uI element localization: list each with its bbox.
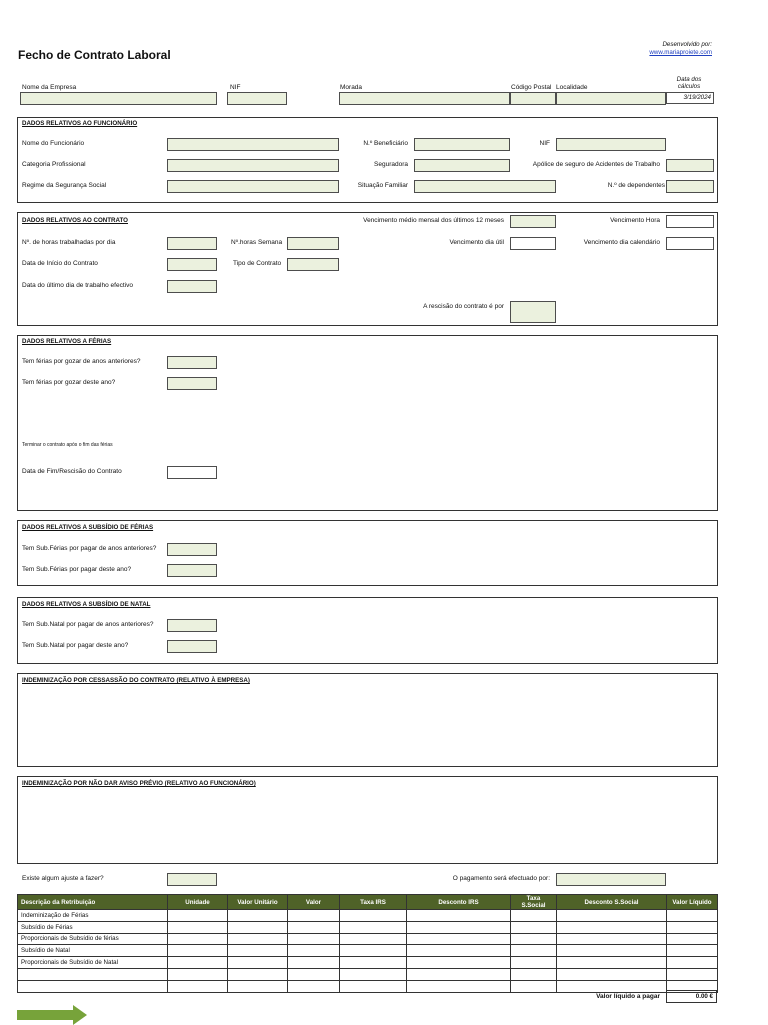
locality-field[interactable] bbox=[556, 92, 666, 105]
contract-type-field[interactable] bbox=[287, 258, 339, 271]
table-cell[interactable] bbox=[340, 933, 407, 945]
christmas-subsidy-prev-label: Tem Sub.Natal por pagar de anos anteriores? bbox=[22, 621, 154, 628]
table-cell[interactable] bbox=[228, 921, 288, 933]
beneficiary-label: N.º Beneficiário bbox=[363, 140, 408, 147]
table-cell[interactable] bbox=[407, 933, 511, 945]
table-row bbox=[18, 910, 718, 922]
christmas-subsidy-heading: DADOS RELATIVOS A SUBSÍDIO DE NATAL bbox=[22, 601, 151, 608]
table-cell[interactable] bbox=[511, 921, 557, 933]
payment-method-field[interactable] bbox=[556, 873, 666, 886]
col-ss-discount: Desconto S.Social bbox=[557, 895, 667, 910]
policy-field[interactable] bbox=[666, 159, 714, 172]
insurer-field[interactable] bbox=[414, 159, 510, 172]
holiday-subsidy-this-year-field[interactable] bbox=[167, 564, 217, 577]
policy-label: Apólice de seguro de Acidentes de Trabalho bbox=[532, 161, 660, 168]
table-cell[interactable] bbox=[228, 945, 288, 957]
table-cell[interactable] bbox=[340, 968, 407, 980]
table-cell[interactable] bbox=[511, 968, 557, 980]
company-nif-label: NIF bbox=[230, 84, 241, 91]
avg-salary-field[interactable] bbox=[510, 215, 556, 228]
business-day-wage-field[interactable] bbox=[510, 237, 556, 250]
table-cell[interactable] bbox=[228, 910, 288, 922]
holidays-this-year-field[interactable] bbox=[167, 377, 217, 390]
locality-label: Localidade bbox=[556, 84, 588, 91]
hours-per-week-field[interactable] bbox=[287, 237, 339, 250]
col-description: Descrição da Retribuição bbox=[18, 895, 168, 910]
holiday-subsidy-prev-label: Tem Sub.Férias por pagar de anos anteriores? bbox=[22, 545, 157, 552]
holidays-heading: DADOS RELATIVOS A FÉRIAS bbox=[22, 338, 112, 345]
table-header-row bbox=[18, 895, 718, 910]
employee-section bbox=[17, 117, 718, 203]
table-cell[interactable] bbox=[228, 968, 288, 980]
employee-heading: DADOS RELATIVOS AO FUNCIONÁRIO bbox=[22, 120, 138, 127]
holiday-subsidy-heading: DADOS RELATIVOS A SUBSÍDIO DE FÉRIAS bbox=[22, 524, 154, 531]
contract-section bbox=[17, 212, 718, 326]
hours-per-week-label: Nº.horas Semana bbox=[231, 239, 283, 246]
contract-start-field[interactable] bbox=[167, 258, 217, 271]
contract-start-label: Data de Início do Contrato bbox=[22, 260, 98, 267]
table-cell[interactable] bbox=[168, 945, 228, 957]
col-value: Valor bbox=[288, 895, 340, 910]
company-compensation-section bbox=[17, 673, 718, 767]
table-cell[interactable] bbox=[168, 980, 228, 992]
developed-by-label: Desenvolvido por: bbox=[662, 41, 712, 48]
table-cell[interactable] bbox=[288, 968, 340, 980]
table-cell[interactable] bbox=[228, 933, 288, 945]
table-cell[interactable] bbox=[340, 945, 407, 957]
end-after-holidays-label: Terminar o contrato após o fim das férias bbox=[22, 442, 113, 448]
employee-nif-field[interactable] bbox=[556, 138, 666, 151]
table-cell[interactable] bbox=[557, 910, 667, 922]
company-address-label: Morada bbox=[340, 84, 363, 91]
category-label: Categoria Profissional bbox=[22, 161, 86, 168]
col-irs-rate: Taxa IRS bbox=[340, 895, 407, 910]
table-cell[interactable] bbox=[511, 910, 557, 922]
table-row bbox=[18, 945, 718, 957]
row-description: Proporcionais de Subsídio de férias bbox=[18, 933, 168, 945]
company-address-field[interactable] bbox=[339, 92, 510, 105]
row-description bbox=[18, 968, 168, 980]
table-cell[interactable] bbox=[407, 957, 511, 969]
adjustment-field[interactable] bbox=[167, 873, 217, 886]
calc-date-value: 3/19/2024 bbox=[666, 92, 714, 104]
holidays-this-year-label: Tem férias por gozar deste ano? bbox=[22, 379, 116, 386]
contract-end-date-field[interactable] bbox=[167, 466, 217, 479]
table-cell[interactable] bbox=[340, 957, 407, 969]
table-cell[interactable] bbox=[667, 968, 718, 980]
table-cell[interactable] bbox=[168, 933, 228, 945]
family-situation-label: Situação Familiar bbox=[357, 182, 408, 189]
contract-type-label: Tipo de Contrato bbox=[233, 260, 282, 267]
row-description: Indeminização de Férias bbox=[18, 910, 168, 922]
table-cell[interactable] bbox=[557, 921, 667, 933]
table-cell[interactable] bbox=[407, 945, 511, 957]
table-row bbox=[18, 968, 718, 980]
table-cell[interactable] bbox=[511, 980, 557, 992]
table-cell[interactable] bbox=[557, 980, 667, 992]
avg-salary-label: Vencimento médio mensal dos últimos 12 meses bbox=[363, 217, 504, 224]
table-cell[interactable] bbox=[557, 968, 667, 980]
total-value: 0.00 € bbox=[666, 990, 717, 1003]
col-irs-discount: Desconto IRS bbox=[407, 895, 511, 910]
col-unit-value: Valor Unitário bbox=[228, 895, 288, 910]
hours-per-day-label: Nº. de horas trabalhadas por dia bbox=[22, 239, 116, 246]
postal-code-label: Código Postal bbox=[511, 84, 552, 91]
christmas-subsidy-this-year-label: Tem Sub.Natal por pagar deste ano? bbox=[22, 642, 129, 649]
regime-label: Regime da Segurança Social bbox=[22, 182, 107, 189]
table-row bbox=[18, 957, 718, 969]
holidays-prev-years-label: Tem férias por gozar de anos anteriores? bbox=[22, 358, 141, 365]
table-cell[interactable] bbox=[407, 921, 511, 933]
table-cell[interactable] bbox=[340, 980, 407, 992]
table-row bbox=[18, 921, 718, 933]
row-description bbox=[18, 980, 168, 992]
table-cell[interactable] bbox=[288, 910, 340, 922]
table-cell[interactable] bbox=[557, 933, 667, 945]
holidays-prev-years-field[interactable] bbox=[167, 356, 217, 369]
table-cell[interactable] bbox=[407, 910, 511, 922]
hours-per-day-field[interactable] bbox=[167, 237, 217, 250]
table-cell[interactable] bbox=[667, 910, 718, 922]
table-cell[interactable] bbox=[288, 945, 340, 957]
table-cell[interactable] bbox=[168, 968, 228, 980]
employee-name-label: Nome do Funcionário bbox=[22, 140, 85, 147]
calendar-day-wage-field[interactable] bbox=[666, 237, 714, 250]
last-day-field[interactable] bbox=[167, 280, 217, 293]
table-cell[interactable] bbox=[667, 933, 718, 945]
table-cell[interactable] bbox=[511, 933, 557, 945]
table-cell[interactable] bbox=[288, 921, 340, 933]
table-cell[interactable] bbox=[168, 910, 228, 922]
contract-end-date-label: Data de Fim/Rescisão do Contrato bbox=[22, 468, 122, 475]
termination-by-label: A rescisão do contrato é por bbox=[423, 303, 504, 310]
total-label: Valor líquido a pagar bbox=[596, 993, 660, 1000]
row-description: Proporcionais de Subsídio de Natal bbox=[18, 957, 168, 969]
col-unit: Unidade bbox=[168, 895, 228, 910]
row-description: Subsídio de Férias bbox=[18, 921, 168, 933]
table-cell[interactable] bbox=[557, 957, 667, 969]
table-cell[interactable] bbox=[288, 933, 340, 945]
adjustment-label: Existe algum ajuste a fazer? bbox=[22, 875, 104, 882]
payment-table bbox=[17, 894, 718, 993]
insurer-label: Seguradora bbox=[374, 161, 408, 168]
dependents-label: N.º de dependentes bbox=[607, 182, 665, 189]
table-cell[interactable] bbox=[667, 945, 718, 957]
company-name-label: Nome da Empresa bbox=[22, 84, 77, 91]
table-cell[interactable] bbox=[667, 957, 718, 969]
website-link[interactable]: www.mariaproiete.com bbox=[649, 49, 712, 56]
table-cell[interactable] bbox=[511, 945, 557, 957]
family-situation-field[interactable] bbox=[414, 180, 556, 193]
christmas-subsidy-prev-field[interactable] bbox=[167, 619, 217, 632]
table-cell[interactable] bbox=[228, 980, 288, 992]
company-compensation-heading: INDEMINIZAÇÃO POR CESSASSÃO DO CONTRATO (RELATIVO À EMPRESA) bbox=[22, 677, 250, 684]
table-cell[interactable] bbox=[511, 957, 557, 969]
company-nif-field[interactable] bbox=[227, 92, 287, 105]
company-name-field[interactable] bbox=[20, 92, 217, 105]
table-cell[interactable] bbox=[168, 921, 228, 933]
postal-code-field[interactable] bbox=[510, 92, 556, 105]
table-cell[interactable] bbox=[228, 957, 288, 969]
table-cell[interactable] bbox=[340, 921, 407, 933]
contract-heading: DADOS RELATIVOS AO CONTRATO bbox=[22, 217, 128, 224]
table-cell[interactable] bbox=[557, 945, 667, 957]
table-cell[interactable] bbox=[667, 921, 718, 933]
dependents-field[interactable] bbox=[666, 180, 714, 193]
table-cell[interactable] bbox=[288, 957, 340, 969]
row-description: Subsídio de Natal bbox=[18, 945, 168, 957]
payment-method-label: O pagamento será efectuado por: bbox=[452, 875, 550, 882]
table-row bbox=[18, 933, 718, 945]
table-cell[interactable] bbox=[168, 957, 228, 969]
table-cell[interactable] bbox=[407, 968, 511, 980]
termination-by-field[interactable] bbox=[510, 301, 556, 323]
employee-compensation-section bbox=[17, 776, 718, 864]
table-cell[interactable] bbox=[288, 980, 340, 992]
table-cell[interactable] bbox=[407, 980, 511, 992]
col-ss-rate: Taxa S.Social bbox=[511, 895, 557, 910]
christmas-subsidy-this-year-field[interactable] bbox=[167, 640, 217, 653]
col-net-value: Valor Líquido bbox=[667, 895, 718, 910]
employee-compensation-heading: INDEMINIZAÇÃO POR NÃO DAR AVISO PRÉVIO (RELATIVO AO FUNCIONÁRIO) bbox=[22, 780, 256, 787]
employee-nif-label: NIF bbox=[539, 140, 550, 147]
beneficiary-field[interactable] bbox=[414, 138, 510, 151]
holiday-subsidy-this-year-label: Tem Sub.Férias por pagar deste ano? bbox=[22, 566, 132, 573]
hourly-wage-field[interactable] bbox=[666, 215, 714, 228]
hourly-wage-label: Vencimento Hora bbox=[610, 217, 660, 224]
business-day-wage-label: Vencimento dia útil bbox=[449, 239, 504, 246]
next-arrow-icon[interactable] bbox=[17, 1005, 87, 1025]
calendar-day-wage-label: Vencimento dia calendário bbox=[583, 239, 660, 246]
calc-date-label-2: cálculos bbox=[677, 83, 701, 90]
page-title: Fecho de Contrato Laboral bbox=[18, 48, 171, 62]
last-day-label: Data do último dia de trabalho efectivo bbox=[22, 282, 133, 289]
calc-date-label-1: Data dos bbox=[676, 76, 702, 83]
holiday-subsidy-prev-field[interactable] bbox=[167, 543, 217, 556]
table-cell[interactable] bbox=[340, 910, 407, 922]
table-row bbox=[18, 980, 718, 992]
